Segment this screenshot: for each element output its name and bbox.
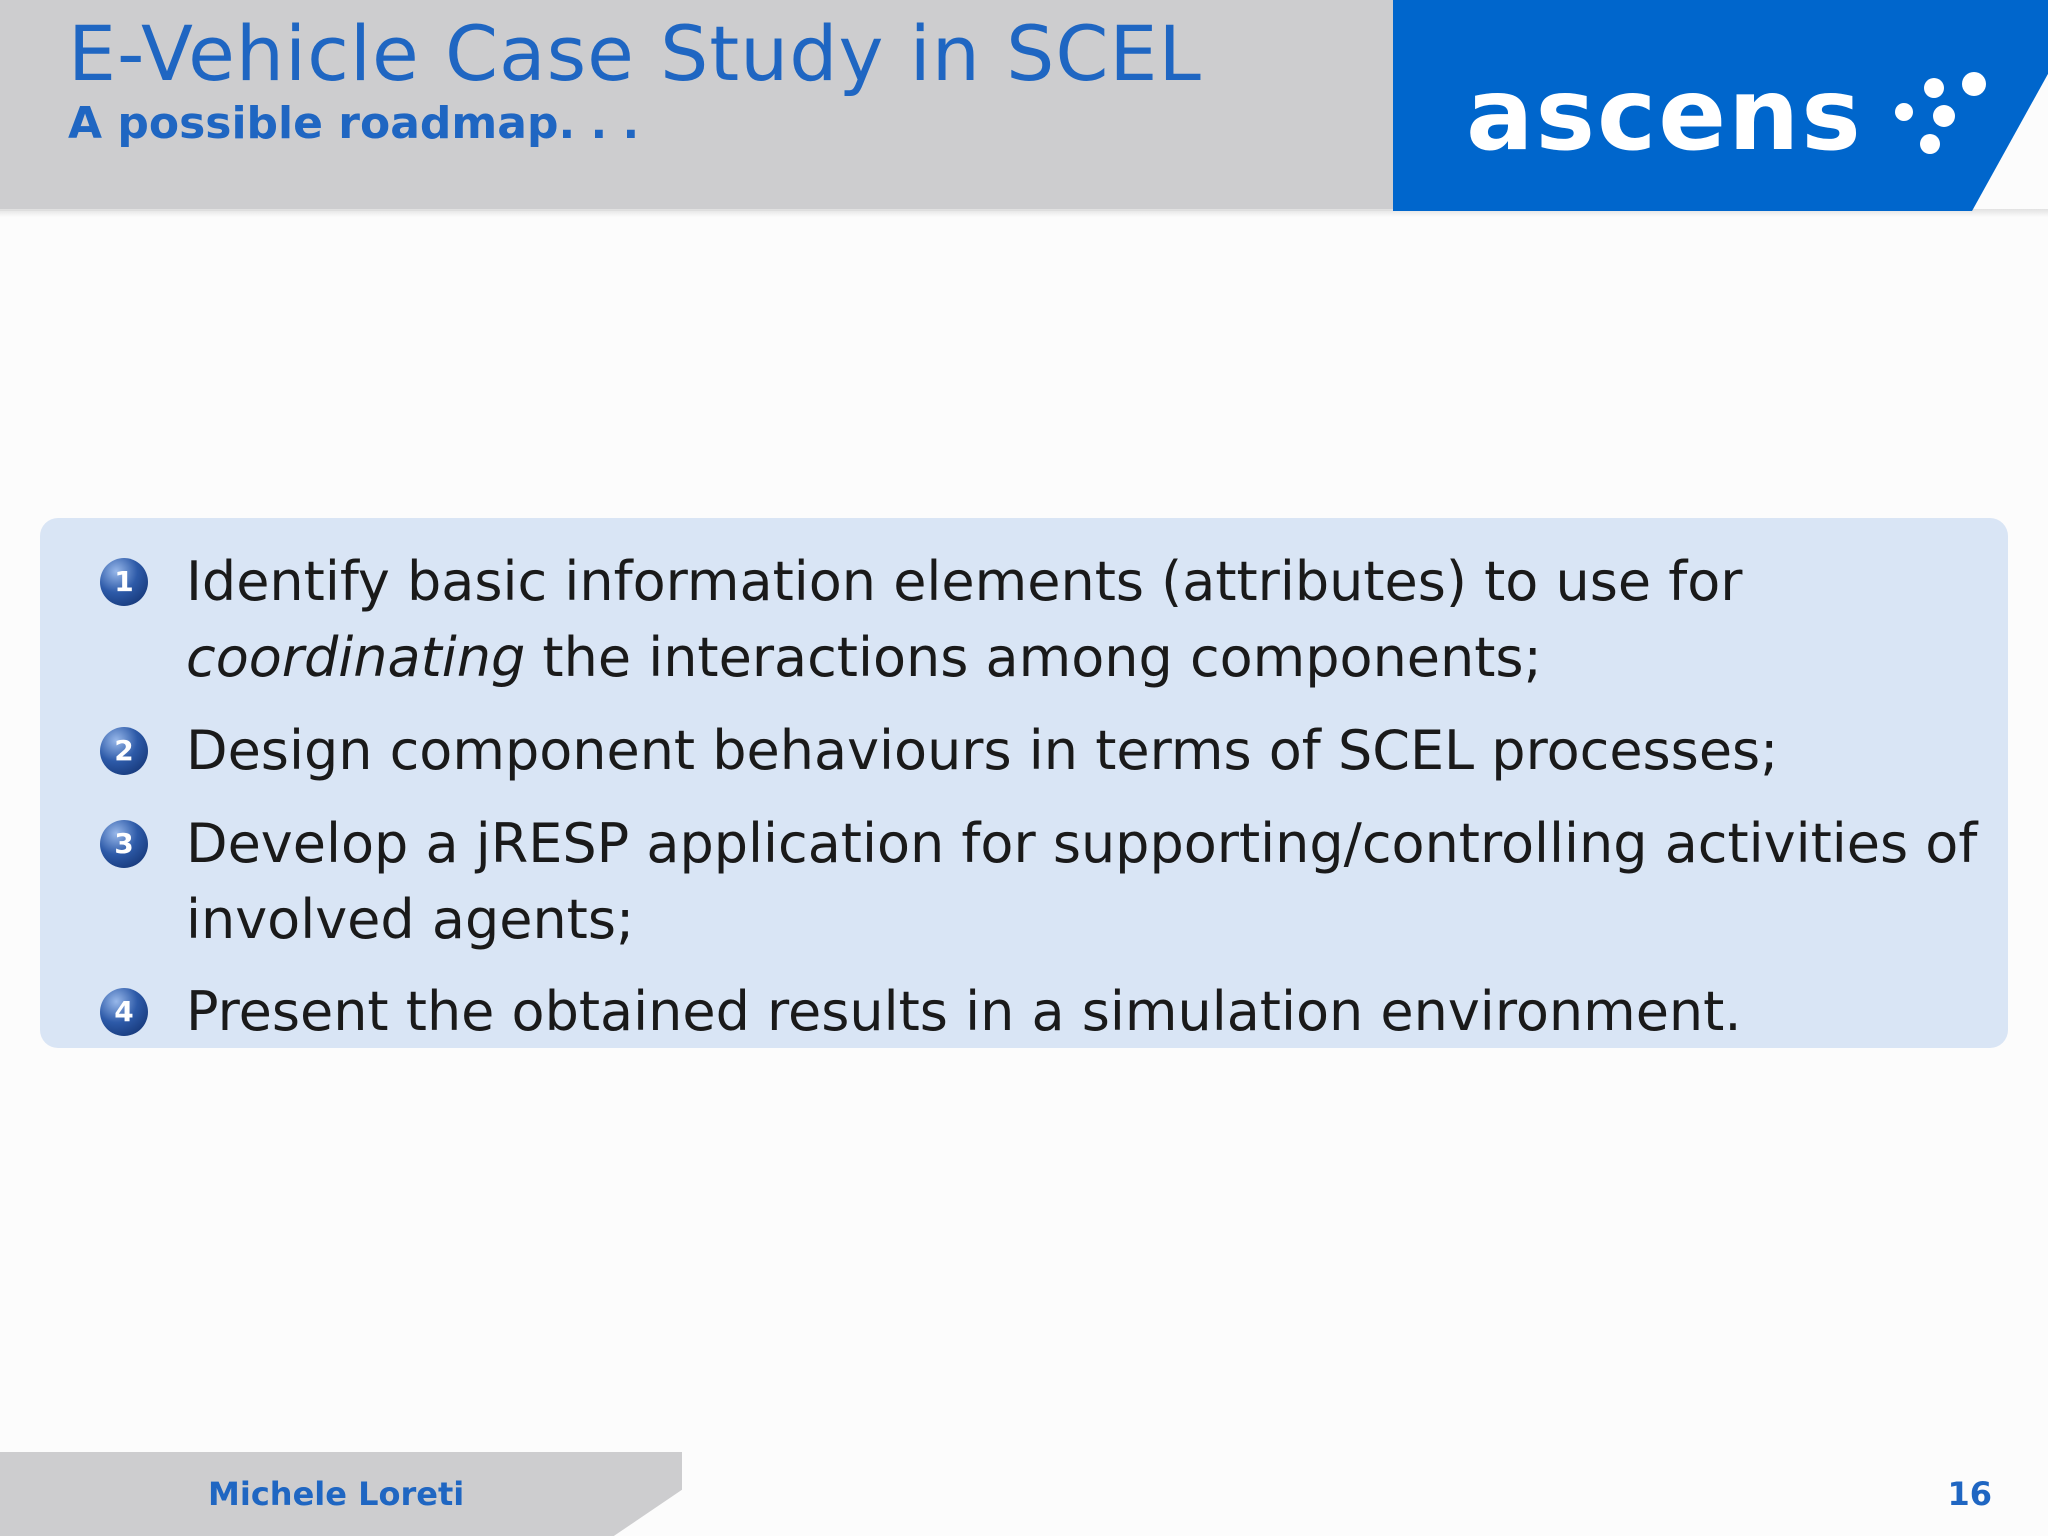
number-ball-3: 3 [100, 820, 148, 868]
logo-wordmark: ascens [1466, 56, 1863, 173]
slide-title: E-Vehicle Case Study in SCEL [68, 9, 1202, 98]
number-ball-1: 1 [100, 558, 148, 606]
number-ball-2: 2 [100, 727, 148, 775]
number-ball-4: 4 [100, 988, 148, 1036]
slide-subtitle: A possible roadmap. . . [68, 98, 640, 149]
roadmap-item-1-line-2-rest: the interactions among components; [525, 626, 1542, 689]
roadmap-item-4-line-1: Present the obtained results in a simulation environment. [186, 980, 1742, 1043]
roadmap-item-1-line-1: Identify basic information elements (attributes) to use for [186, 550, 1743, 613]
page-number: 16 [1947, 1475, 1992, 1513]
ascens-dots-logo-icon [1890, 66, 1990, 156]
roadmap-item-3-line-2: involved agents; [186, 888, 635, 951]
roadmap-item-3-line-1: Develop a jRESP application for supporting/controlling activities of [186, 812, 1978, 875]
roadmap-block [40, 518, 2008, 1048]
coordinating-emphasis: coordinating [186, 626, 526, 689]
roadmap-item-1-line-2 [186, 620, 1542, 696]
roadmap-item-2-line-1: Design component behaviours in terms of SCEL processes; [186, 719, 1779, 782]
footer-author: Michele Loreti [208, 1475, 465, 1513]
